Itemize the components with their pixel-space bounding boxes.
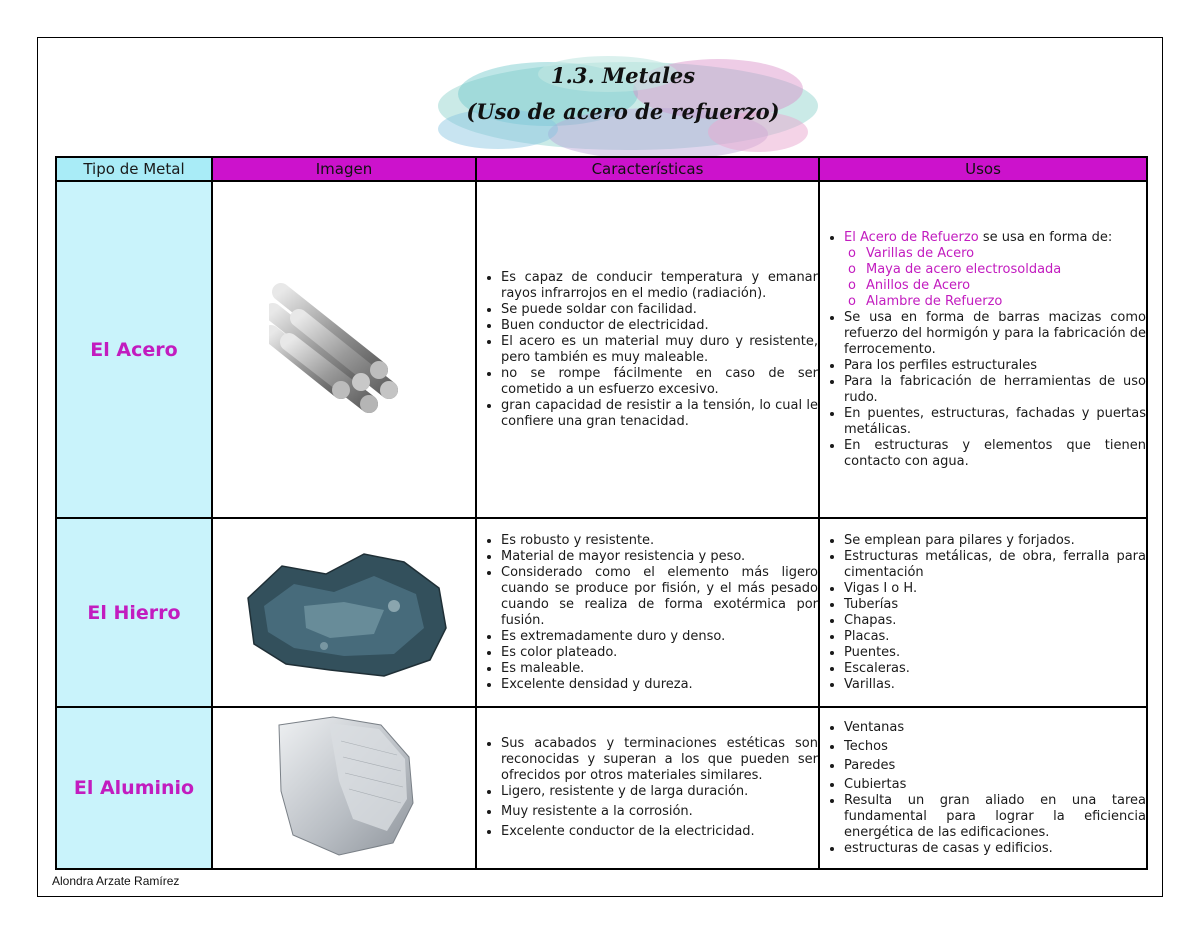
header-tipo: Tipo de Metal [56, 157, 212, 181]
list-item: • Para la fabricación de herramientas de uso rudo. [844, 374, 1146, 406]
characteristics-list [477, 533, 818, 693]
sub-list [844, 246, 1146, 310]
header-caracteristicas: Características [476, 157, 819, 181]
header-usos: Usos [819, 157, 1147, 181]
list-item: • Se emplean para pilares y forjados. [844, 533, 1146, 549]
list-item: • gran capacidad de resistir a la tensión, lo cual le confiere una gran tenacidad. [501, 398, 818, 430]
document-page [37, 37, 1163, 897]
table-row [56, 518, 1147, 707]
list-item: • Buen conductor de electricidad. [501, 318, 818, 334]
uses-list [820, 230, 1146, 470]
list-item: • En estructuras y elementos que tienen contacto con agua. [844, 438, 1146, 470]
title-line-1: 1.3. Metales [550, 63, 696, 88]
steel-bars-image [212, 181, 476, 518]
table-row [56, 707, 1147, 869]
list-item: • El acero es un material muy duro y resistente, pero también es muy maleable. [501, 334, 818, 366]
list-item: • Paredes [844, 758, 1146, 774]
uses-cell [819, 707, 1147, 869]
metal-name: El Acero [56, 181, 212, 518]
list-item: • Escaleras. [844, 661, 1146, 677]
table-header-row [56, 157, 1147, 181]
list-item: • Muy resistente a la corrosión. [501, 804, 818, 820]
list-item: • Es maleable. [501, 661, 818, 677]
uses-list [820, 720, 1146, 857]
list-item [844, 230, 1146, 310]
list-item: • En puentes, estructuras, fachadas y puertas metálicas. [844, 406, 1146, 438]
metals-table [55, 156, 1148, 870]
iron-ore-image [212, 518, 476, 707]
list-item: • Para los perfiles estructurales [844, 358, 1146, 374]
list-item: • Considerado como el elemento más ligero cuando se produce por fisión, y el más pesado cuando se realiza de forma exotérmica por fusión. [501, 565, 818, 629]
list-item: • Cubiertas [844, 777, 1146, 793]
list-item: • Excelente conductor de la electricidad. [501, 824, 818, 840]
sub-list-item: o Varillas de Acero [866, 246, 1146, 262]
list-item: • Resulta un gran aliado en una tarea fundamental para lograr la eficiencia energética de las edificaciones. [844, 793, 1146, 841]
list-item: • Techos [844, 739, 1146, 755]
highlight-text: El Acero de Refuerzo [844, 229, 979, 245]
characteristics-cell [476, 707, 819, 869]
list-item: • Vigas I o H. [844, 581, 1146, 597]
author-name: Alondra Arzate Ramírez [52, 874, 180, 888]
list-item: • Es color plateado. [501, 645, 818, 661]
list-item: • no se rompe fácilmente en caso de ser cometido a un esfuerzo excesivo. [501, 366, 818, 398]
list-item: • Excelente densidad y dureza. [501, 677, 818, 693]
list-item: • estructuras de casas y edificios. [844, 841, 1146, 857]
list-item: • Material de mayor resistencia y peso. [501, 549, 818, 565]
list-item: • Chapas. [844, 613, 1146, 629]
sub-list-item: o Maya de acero electrosoldada [866, 262, 1146, 278]
list-item: • Tuberías [844, 597, 1146, 613]
sub-list-item: o Alambre de Refuerzo [866, 294, 1146, 310]
list-item: • Es extremadamente duro y denso. [501, 629, 818, 645]
list-item: • Se puede soldar con facilidad. [501, 302, 818, 318]
header-imagen: Imagen [212, 157, 476, 181]
table-row [56, 181, 1147, 518]
characteristics-list [477, 736, 818, 840]
list-item: • Se usa en forma de barras macizas como refuerzo del hormigón y para la fabricación de ferrocemento. [844, 310, 1146, 358]
aluminium-block-image [212, 707, 476, 869]
list-item: • Placas. [844, 629, 1146, 645]
list-item: • Es robusto y resistente. [501, 533, 818, 549]
uses-cell [819, 181, 1147, 518]
title-banner [428, 44, 818, 172]
metal-name: El Hierro [56, 518, 212, 707]
uses-cell [819, 518, 1147, 707]
list-item: • Puentes. [844, 645, 1146, 661]
list-item: • Estructuras metálicas, de obra, ferralla para cimentación [844, 549, 1146, 581]
characteristics-cell [476, 181, 819, 518]
metal-name: El Aluminio [56, 707, 212, 869]
list-item: • Varillas. [844, 677, 1146, 693]
characteristics-cell [476, 518, 819, 707]
sub-list-item: o Anillos de Acero [866, 278, 1146, 294]
intro-text: se usa en forma de: [978, 229, 1113, 245]
list-item: • Ligero, resistente y de larga duración. [501, 784, 818, 800]
list-item: • Ventanas [844, 720, 1146, 736]
uses-list [820, 533, 1146, 693]
characteristics-list [477, 270, 818, 430]
list-item: • Sus acabados y terminaciones estéticas son reconocidas y superan a los que pueden ser ofrecidos por otros materiales similares. [501, 736, 818, 784]
list-item: • Es capaz de conducir temperatura y emanar rayos infrarrojos en el medio (radiación). [501, 270, 818, 302]
title-line-2: (Uso de acero de refuerzo) [466, 99, 780, 124]
